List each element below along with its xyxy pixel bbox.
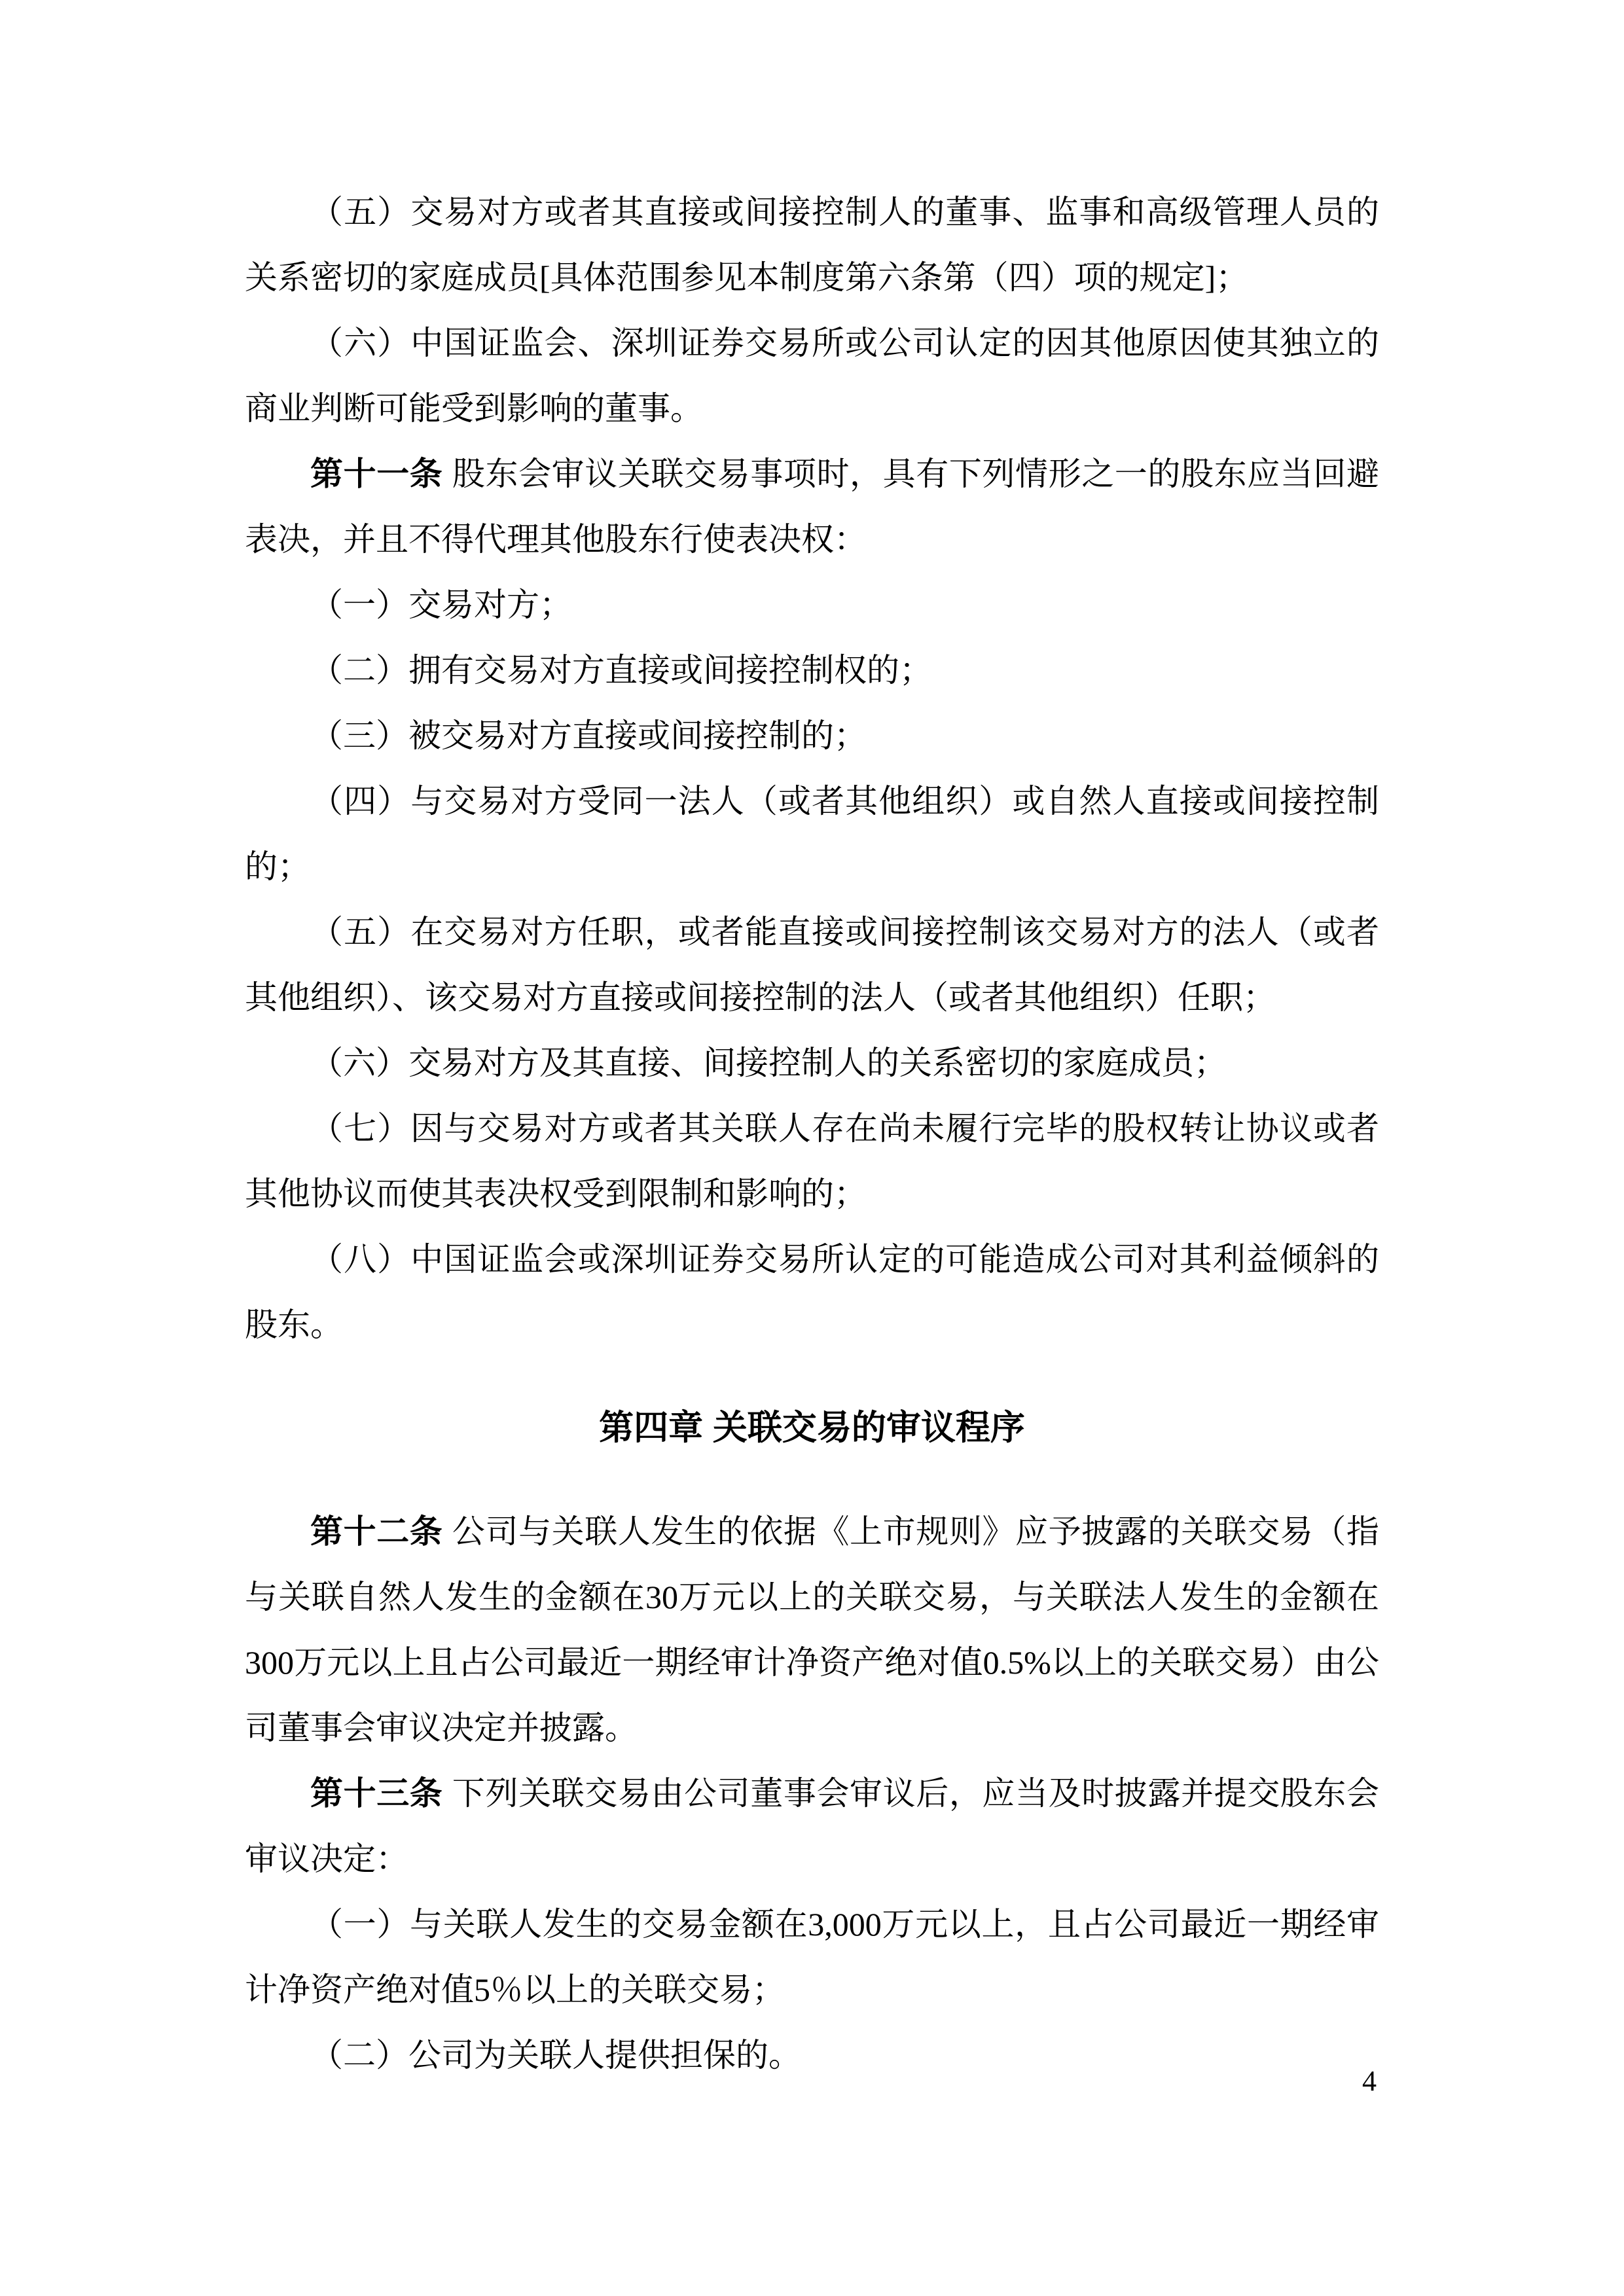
- line-text: （三）被交易对方直接或间接控制的；: [310, 717, 867, 754]
- text-line: [245, 1227, 1379, 1292]
- text-line: [245, 1564, 1379, 1630]
- line-text: （二）公司为关联人提供担保的。: [310, 2037, 801, 2073]
- line-text: （八）中国证监会或深圳证券交易所认定的可能造成公司对其利益倾斜的: [310, 1241, 1379, 1278]
- line-text: 下列关联交易由公司董事会审议后，应当及时披露并提交股东会: [452, 1775, 1379, 1812]
- text-line: [245, 703, 1379, 768]
- line-text: 司董事会审议决定并披露。: [245, 1710, 638, 1746]
- text-line: [245, 2022, 1379, 2088]
- text-line: [245, 899, 1379, 965]
- text-line: [245, 376, 1379, 441]
- page-number: 4: [1362, 2065, 1377, 2097]
- line-text: 关系密切的家庭成员[具体范围参见本制度第六条第（四）项的规定]；: [245, 259, 1249, 296]
- line-text: 其他组织）、该交易对方直接或间接控制的法人（或者其他组织）任职；: [245, 979, 1276, 1016]
- line-text: （六）中国证监会、深圳证券交易所或公司认定的因其他原因使其独立的: [310, 325, 1379, 361]
- chapter-heading: 第四章 关联交易的审议程序: [599, 1408, 1025, 1447]
- article-number: 第十二条: [310, 1513, 452, 1550]
- line-text: 与关联自然人发生的金额在30万元以上的关联交易，与关联法人发生的金额在: [245, 1579, 1379, 1615]
- text-line: [245, 441, 1379, 507]
- line-text: 股东。: [245, 1306, 343, 1343]
- line-text: 计净资产绝对值5％以上的关联交易；: [245, 1971, 785, 2008]
- line-text: （一）交易对方；: [310, 586, 572, 623]
- text-line: [245, 1630, 1379, 1695]
- text-line: [245, 507, 1379, 572]
- line-text: （二）拥有交易对方直接或间接控制权的；: [310, 652, 932, 689]
- text-line: [245, 1826, 1379, 1892]
- line-text: （七）因与交易对方或者其关联人存在尚未履行完毕的股权转让协议或者: [310, 1110, 1379, 1147]
- text-line: [245, 572, 1379, 637]
- line-text: （四）与交易对方受同一法人（或者其他组织）或自然人直接或间接控制: [310, 783, 1379, 819]
- text-line: [245, 245, 1379, 310]
- text-line: [245, 834, 1379, 899]
- line-text: 300万元以上且占公司最近一期经审计净资产绝对值0.5%以上的关联交易）由公: [245, 1644, 1379, 1681]
- text-line: [245, 768, 1379, 834]
- line-text: 公司与关联人发生的依据《上市规则》应予披露的关联交易（指: [452, 1513, 1379, 1550]
- line-text: 审议决定：: [245, 1840, 408, 1877]
- text-line: [245, 1161, 1379, 1227]
- text-line: [245, 1499, 1379, 1564]
- line-text: 的；: [245, 848, 310, 885]
- article-number: 第十三条: [310, 1775, 452, 1812]
- text-line: [245, 1292, 1379, 1357]
- text-line: [245, 1096, 1379, 1161]
- line-text: （一）与关联人发生的交易金额在3,000万元以上，且占公司最近一期经审: [310, 1906, 1379, 1943]
- text-line: [245, 1892, 1379, 1957]
- line-text: （五）交易对方或者其直接或间接控制人的董事、监事和高级管理人员的: [310, 194, 1379, 230]
- text-line: [245, 1957, 1379, 2022]
- line-text: 其他协议而使其表决权受到限制和影响的；: [245, 1175, 867, 1212]
- line-text: 表决，并且不得代理其他股东行使表决权：: [245, 521, 867, 558]
- line-text: （五）在交易对方任职，或者能直接或间接控制该交易对方的法人（或者: [310, 914, 1379, 950]
- line-text: 股东会审议关联交易事项时，具有下列情形之一的股东应当回避: [452, 456, 1379, 492]
- text-line: [245, 179, 1379, 245]
- text-line: [245, 965, 1379, 1030]
- text-line: [245, 637, 1379, 703]
- text-line: [245, 1761, 1379, 1826]
- text-line: [245, 1695, 1379, 1761]
- document-body: [245, 179, 1379, 2088]
- line-text: （六）交易对方及其直接、间接控制人的关系密切的家庭成员；: [310, 1045, 1227, 1081]
- line-text: 商业判断可能受到影响的董事。: [245, 390, 703, 427]
- text-line: [245, 310, 1379, 376]
- article-number: 第十一条: [310, 456, 452, 492]
- text-line: [245, 1030, 1379, 1096]
